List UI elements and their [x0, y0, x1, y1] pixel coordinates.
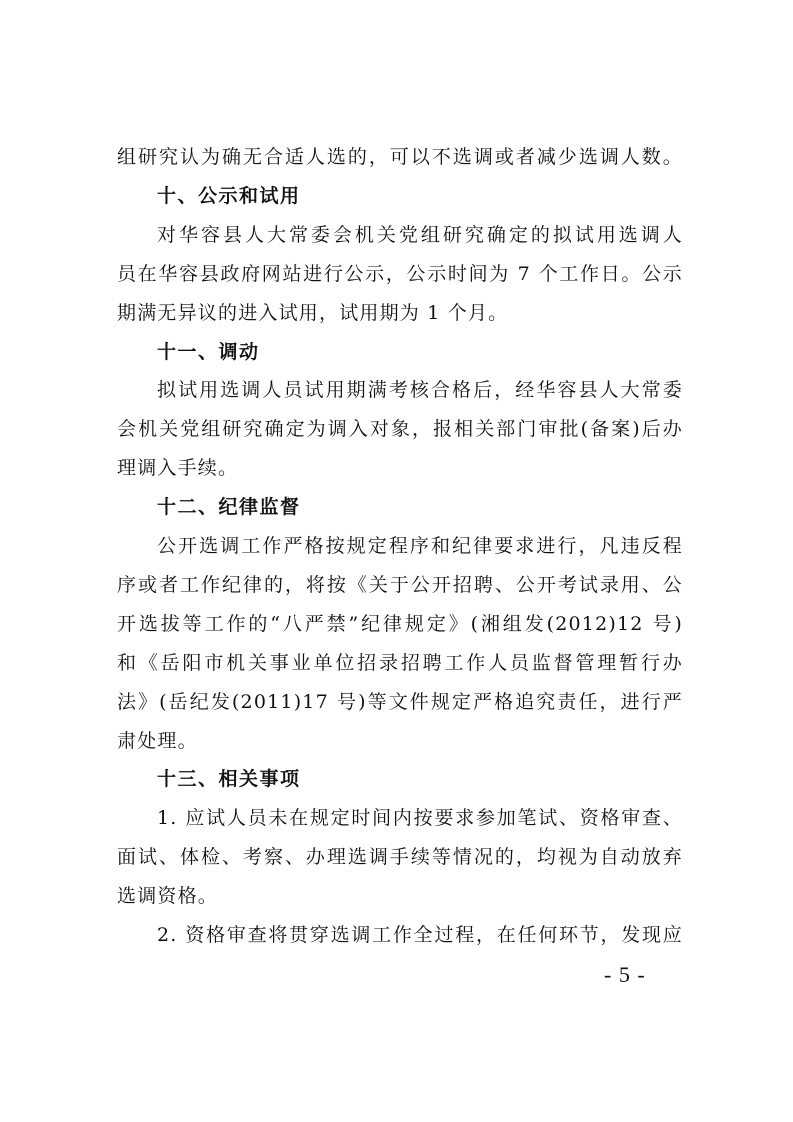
body-text-line: 和《岳阳市机关事业单位招录招聘工作人员监督管理暂行办: [117, 652, 683, 674]
section-heading-transfer: 十一、调动: [157, 341, 260, 363]
body-text-line: 组研究认为确无合适人选的，可以不选调或者减少选调人数。: [117, 146, 683, 168]
body-text-line: 选调资格。: [117, 885, 219, 907]
body-text-line: 开选拔等工作的“八严禁”纪律规定》(湘组发(2012)12 号): [117, 613, 683, 635]
body-text-line: 2. 资格审查将贯穿选调工作全过程，在任何环节，发现应: [157, 924, 683, 946]
page-number: - 5 -: [604, 962, 646, 987]
body-text-line: 员在华容县政府网站进行公示，公示时间为 7 个工作日。公示: [117, 263, 683, 285]
body-text-line: 对华容县人大常委会机关党组研究确定的拟试用选调人: [157, 224, 683, 246]
body-text-line: 期满无异议的进入试用，试用期为 1 个月。: [117, 302, 509, 324]
body-text-line: 法》(岳纪发(2011)17 号)等文件规定严格追究责任，进行严: [117, 691, 683, 713]
body-text-line: 面试、体检、考察、办理选调手续等情况的，均视为自动放弃: [117, 846, 683, 868]
body-text-line: 1. 应试人员未在规定时间内按要求参加笔试、资格审查、: [157, 807, 683, 829]
body-text-line: 拟试用选调人员试用期满考核合格后，经华容县人大常委: [157, 379, 683, 401]
body-text-line: 理调入手续。: [117, 457, 239, 479]
body-text-line: 会机关党组研究确定为调入对象，报相关部门审批(备案)后办: [117, 418, 683, 440]
section-heading-discipline: 十二、纪律监督: [157, 496, 301, 518]
section-heading-related-matters: 十三、相关事项: [157, 768, 301, 790]
section-heading-publicity-trial: 十、公示和试用: [157, 185, 301, 207]
body-text-line: 肃处理。: [117, 730, 198, 752]
body-text-line: 序或者工作纪律的，将按《关于公开招聘、公开考试录用、公: [117, 574, 683, 596]
body-text-line: 公开选调工作严格按规定程序和纪律要求进行，凡违反程: [157, 535, 683, 557]
